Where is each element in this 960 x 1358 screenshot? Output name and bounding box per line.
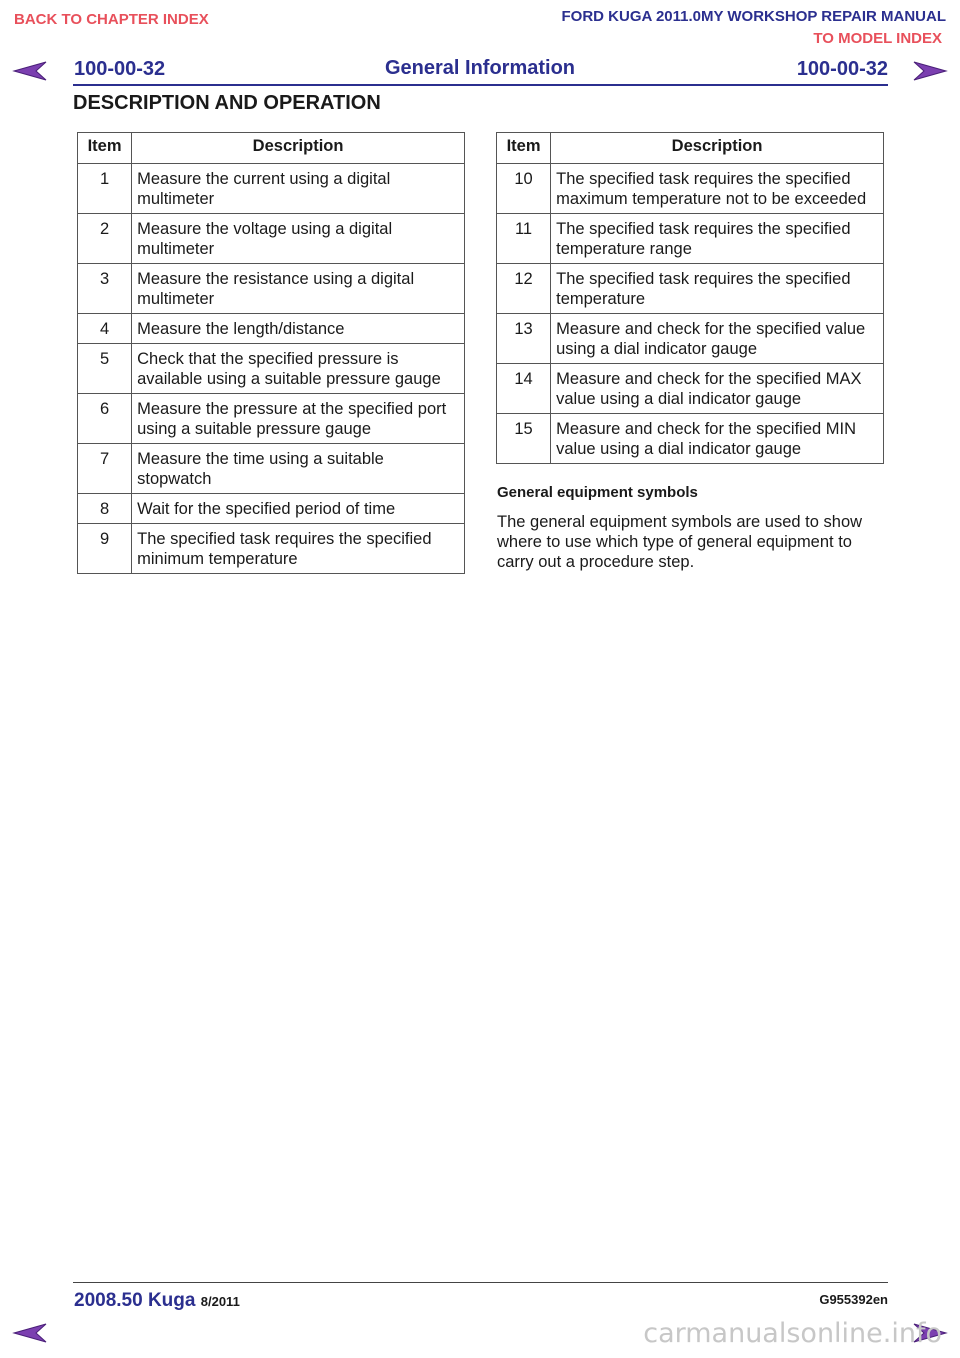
column-header-description: Description (132, 133, 465, 164)
item-number: 2 (78, 214, 132, 264)
symbols-table-right (496, 132, 884, 464)
table-row (78, 394, 465, 444)
table-row (497, 164, 884, 214)
footer-divider (73, 1282, 888, 1283)
footer-model (74, 1290, 240, 1312)
item-description: Measure and check for the specified MAX value using a dial indicator gauge (551, 364, 884, 414)
column-header-description: Description (551, 133, 884, 164)
item-description: Wait for the specified period of time (132, 494, 465, 524)
item-description: The specified task requires the specified minimum temperature (132, 524, 465, 574)
column-header-item: Item (78, 133, 132, 164)
chapter-title: General Information (384, 57, 576, 79)
item-number: 13 (497, 314, 551, 364)
item-number: 15 (497, 414, 551, 464)
table-row (497, 214, 884, 264)
item-number: 12 (497, 264, 551, 314)
table-row (497, 264, 884, 314)
item-number: 3 (78, 264, 132, 314)
item-description: Measure the resistance using a digital multimeter (132, 264, 465, 314)
table-row (497, 364, 884, 414)
footer-document-code: G955392en (819, 1292, 888, 1307)
item-number: 10 (497, 164, 551, 214)
table-row (78, 264, 465, 314)
item-description: The specified task requires the specified maximum temperature not to be exceeded (551, 164, 884, 214)
item-description: Measure the time using a suitable stopwatch (132, 444, 465, 494)
item-number: 5 (78, 344, 132, 394)
symbols-table-left (77, 132, 465, 574)
item-description: Measure and check for the specified value using a dial indicator gauge (551, 314, 884, 364)
table-row (497, 314, 884, 364)
table-row (78, 444, 465, 494)
item-description: Measure the current using a digital multimeter (132, 164, 465, 214)
item-number: 7 (78, 444, 132, 494)
section-heading: DESCRIPTION AND OPERATION (73, 92, 381, 114)
column-header-item: Item (497, 133, 551, 164)
footer-date: 8/2011 (200, 1294, 240, 1309)
item-number: 11 (497, 214, 551, 264)
item-number: 1 (78, 164, 132, 214)
to-model-index-link[interactable]: TO MODEL INDEX (813, 30, 942, 47)
watermark: carmanualsonline.info (643, 1318, 942, 1349)
table-row (78, 494, 465, 524)
item-number: 8 (78, 494, 132, 524)
subsection-heading: General equipment symbols (497, 484, 698, 501)
footer-model-name: 2008.50 Kuga (74, 1290, 196, 1311)
arrow-left-icon[interactable] (12, 1322, 48, 1344)
page-number-left: 100-00-32 (74, 58, 166, 80)
page-number-right: 100-00-32 (796, 58, 888, 80)
item-number: 14 (497, 364, 551, 414)
manual-title: FORD KUGA 2011.0MY WORKSHOP REPAIR MANUAL (561, 8, 946, 25)
item-description: Measure the voltage using a digital multimeter (132, 214, 465, 264)
item-description: Measure the length/distance (132, 314, 465, 344)
table-row (78, 314, 465, 344)
subsection-paragraph: The general equipment symbols are used to show where to use which type of general equipment to carry out a procedure step. (497, 513, 863, 571)
item-description: The specified task requires the specified temperature range (551, 214, 884, 264)
item-description: The specified task requires the specified temperature (551, 264, 884, 314)
item-description: Measure and check for the specified MIN value using a dial indicator gauge (551, 414, 884, 464)
table-row (497, 414, 884, 464)
table-row (78, 344, 465, 394)
back-to-chapter-index-link[interactable]: BACK TO CHAPTER INDEX (14, 11, 209, 28)
item-description: Measure the pressure at the specified port using a suitable pressure gauge (132, 394, 465, 444)
table-row (78, 524, 465, 574)
table-header-row (497, 133, 884, 164)
item-number: 9 (78, 524, 132, 574)
item-number: 6 (78, 394, 132, 444)
header-divider (73, 84, 888, 86)
table-header-row (78, 133, 465, 164)
table-row (78, 164, 465, 214)
item-description: Check that the specified pressure is available using a suitable pressure gauge (132, 344, 465, 394)
item-number: 4 (78, 314, 132, 344)
table-row (78, 214, 465, 264)
